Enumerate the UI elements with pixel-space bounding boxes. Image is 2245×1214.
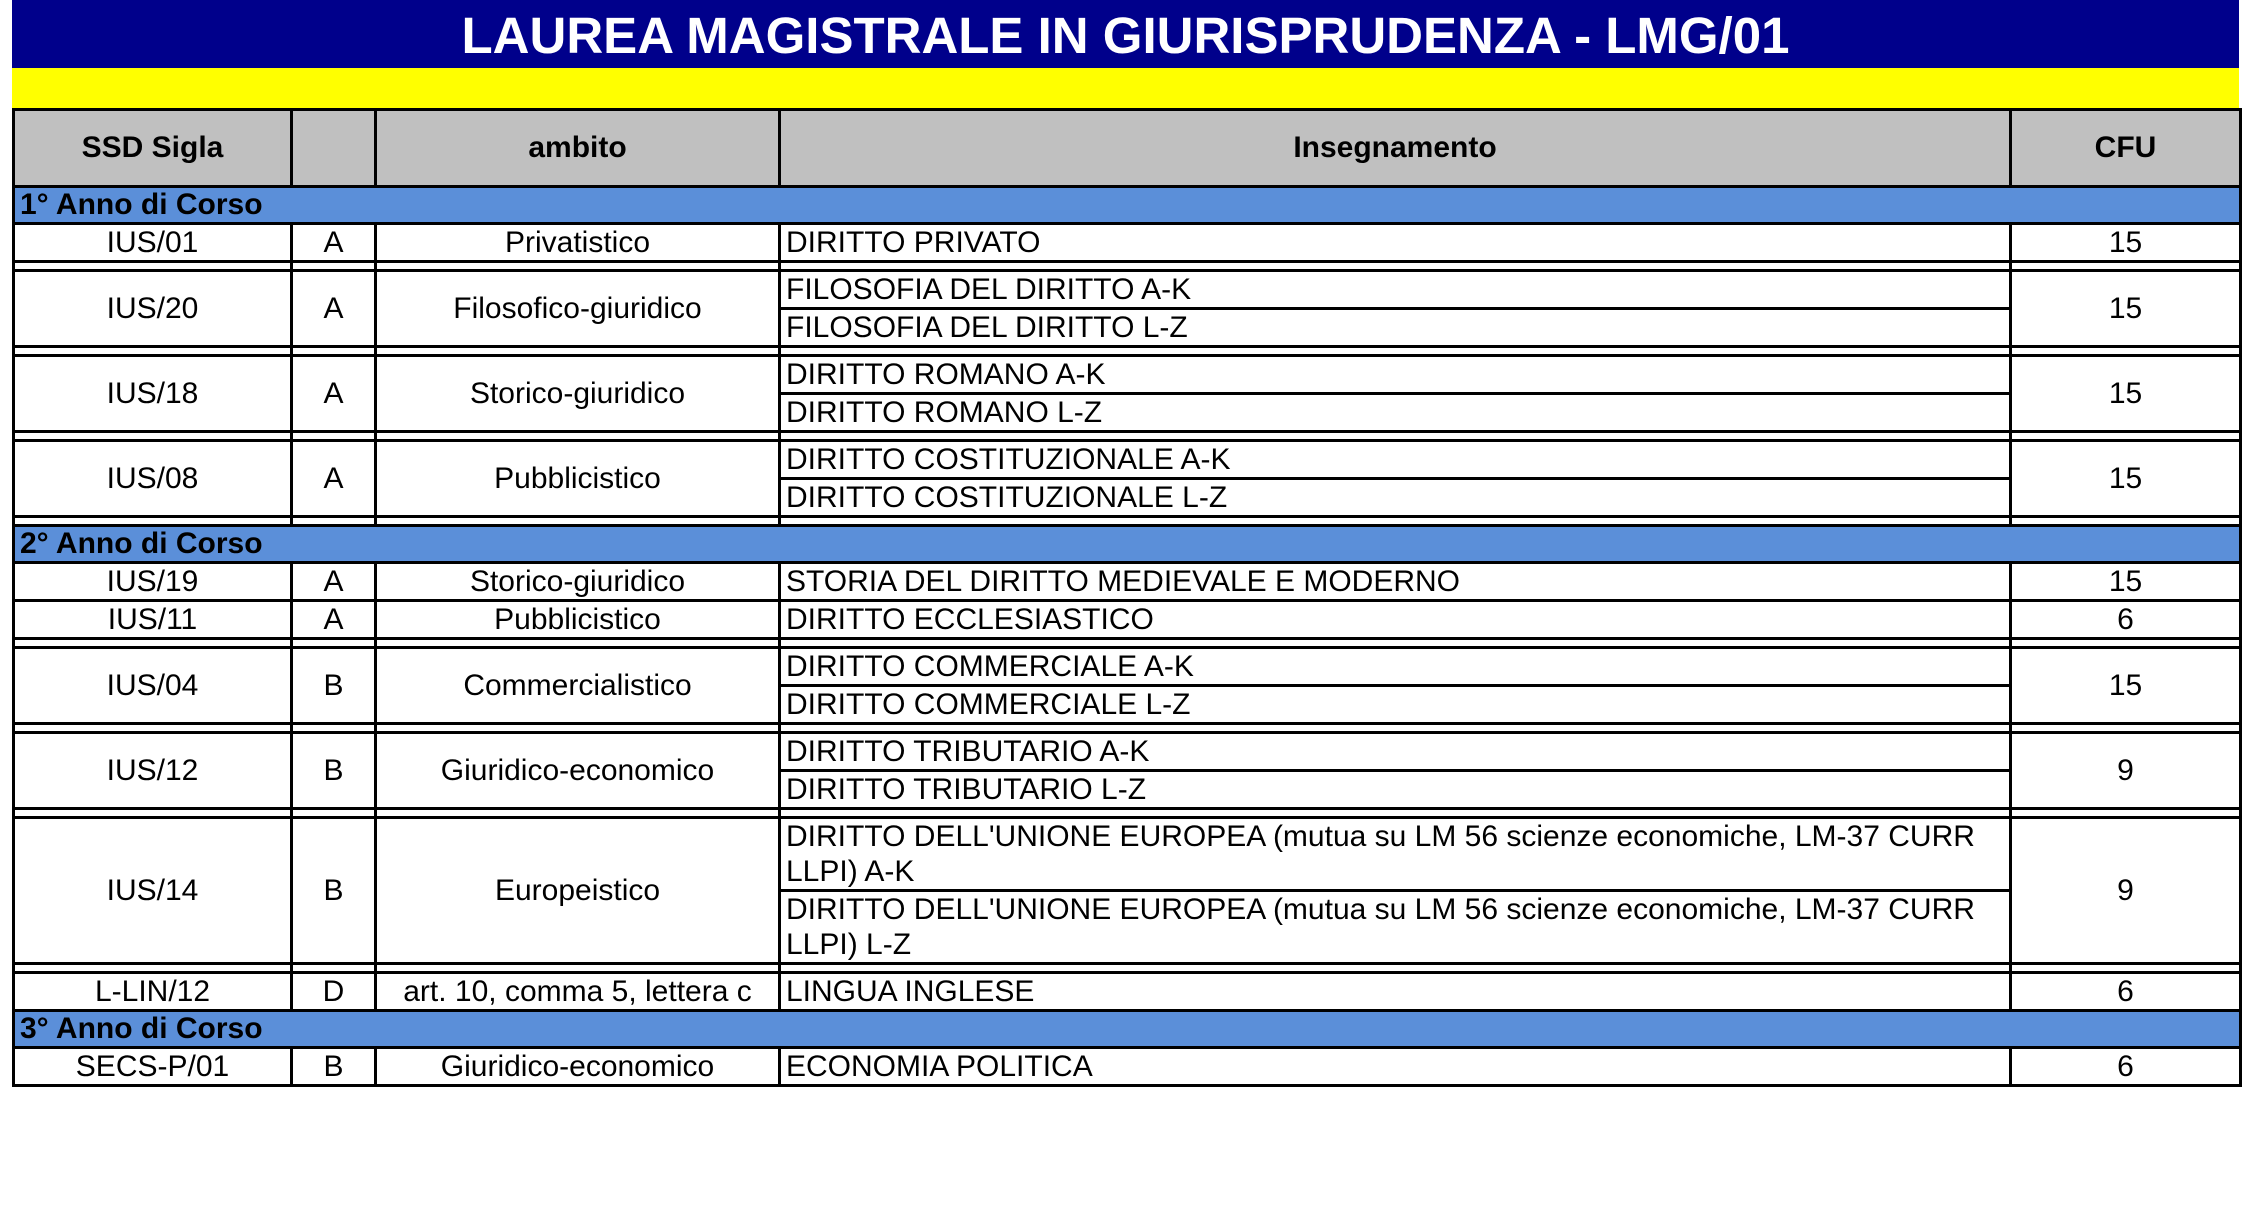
spacer-cell [292, 964, 376, 973]
type-cell: A [292, 563, 376, 601]
course-cell: DIRITTO ROMANO L-Z [780, 394, 2011, 432]
cfu-cell: 6 [2011, 601, 2241, 639]
spacer-cell [292, 347, 376, 356]
course-cell: DIRITTO COSTITUZIONALE L-Z [780, 479, 2011, 517]
spacer-cell [14, 639, 292, 648]
spacer-cell [376, 432, 780, 441]
ssd-cell: IUS/08 [14, 441, 292, 517]
course-cell: DIRITTO COMMERCIALE A-K [780, 648, 2011, 686]
cfu-cell: 15 [2011, 356, 2241, 432]
course-cell: DIRITTO TRIBUTARIO L-Z [780, 771, 2011, 809]
spacer-cell [376, 724, 780, 733]
year-section-row [14, 187, 2241, 224]
cfu-cell: 9 [2011, 818, 2241, 964]
type-cell: A [292, 441, 376, 517]
course-cell: DIRITTO TRIBUTARIO A-K [780, 733, 2011, 771]
page-title: LAUREA MAGISTRALE IN GIURISPRUDENZA - LMG/01 [12, 0, 2239, 68]
type-cell: A [292, 271, 376, 347]
spacer-cell [780, 347, 2011, 356]
spacer-row [14, 809, 2241, 818]
spacer-cell [780, 964, 2011, 973]
ssd-cell: IUS/20 [14, 271, 292, 347]
spacer-cell [292, 432, 376, 441]
course-cell: DIRITTO PRIVATO [780, 224, 2011, 262]
spacer-cell [2011, 639, 2241, 648]
spacer-cell [14, 809, 292, 818]
spacer-cell [292, 724, 376, 733]
year-section-label: 3° Anno di Corso [14, 1011, 2241, 1048]
ssd-cell: IUS/12 [14, 733, 292, 809]
cfu-cell: 15 [2011, 648, 2241, 724]
ambito-cell: Storico-giuridico [376, 356, 780, 432]
ambito-cell: Commercialistico [376, 648, 780, 724]
year-section-label: 1° Anno di Corso [14, 187, 2241, 224]
spacer-row [14, 724, 2241, 733]
table-row [14, 224, 2241, 262]
table-row [14, 973, 2241, 1011]
spacer-cell [376, 964, 780, 973]
type-cell: B [292, 733, 376, 809]
spacer-cell [780, 724, 2011, 733]
cfu-cell: 6 [2011, 973, 2241, 1011]
spacer-cell [14, 432, 292, 441]
spacer-cell [292, 517, 376, 526]
table-row [14, 271, 2241, 309]
ssd-cell: IUS/01 [14, 224, 292, 262]
course-table [12, 108, 2242, 1087]
spacer-cell [14, 347, 292, 356]
spacer-cell [2011, 347, 2241, 356]
table-row [14, 1048, 2241, 1086]
spacer-row [14, 432, 2241, 441]
spacer-cell [780, 262, 2011, 271]
table-row [14, 648, 2241, 686]
yellow-separator-bar [12, 68, 2239, 108]
table-row [14, 441, 2241, 479]
course-cell: LINGUA INGLESE [780, 973, 2011, 1011]
course-cell: DIRITTO COMMERCIALE L-Z [780, 686, 2011, 724]
spacer-cell [376, 809, 780, 818]
spacer-cell [292, 262, 376, 271]
ssd-cell: IUS/18 [14, 356, 292, 432]
spacer-row [14, 964, 2241, 973]
spacer-cell [292, 639, 376, 648]
cfu-cell: 15 [2011, 271, 2241, 347]
ssd-cell: IUS/19 [14, 563, 292, 601]
ambito-cell: Privatistico [376, 224, 780, 262]
table-row [14, 356, 2241, 394]
table-row [14, 601, 2241, 639]
type-cell: B [292, 1048, 376, 1086]
spacer-cell [2011, 964, 2241, 973]
table-row [14, 563, 2241, 601]
spacer-cell [2011, 809, 2241, 818]
spacer-row [14, 262, 2241, 271]
course-cell: DIRITTO ECCLESIASTICO [780, 601, 2011, 639]
spacer-cell [14, 724, 292, 733]
table-row [14, 818, 2241, 891]
ssd-cell: IUS/04 [14, 648, 292, 724]
spacer-cell [292, 809, 376, 818]
spacer-cell [780, 639, 2011, 648]
spacer-cell [2011, 432, 2241, 441]
type-cell: A [292, 601, 376, 639]
ambito-cell: Pubblicistico [376, 441, 780, 517]
table-body [14, 187, 2241, 1086]
spacer-cell [2011, 724, 2241, 733]
spacer-cell [2011, 517, 2241, 526]
spacer-cell [14, 517, 292, 526]
spacer-cell [14, 964, 292, 973]
spacer-row [14, 639, 2241, 648]
spacer-cell [780, 432, 2011, 441]
header-ssd: SSD Sigla [14, 110, 292, 187]
type-cell: D [292, 973, 376, 1011]
course-cell: DIRITTO DELL'UNIONE EUROPEA (mutua su LM 56 scienze economiche, LM-37 CURR LLPI) A-K [780, 818, 2011, 891]
ssd-cell: IUS/14 [14, 818, 292, 964]
ambito-cell: Pubblicistico [376, 601, 780, 639]
header-ambito: ambito [376, 110, 780, 187]
spacer-row [14, 347, 2241, 356]
ssd-cell: L-LIN/12 [14, 973, 292, 1011]
year-section-row [14, 1011, 2241, 1048]
course-cell: FILOSOFIA DEL DIRITTO L-Z [780, 309, 2011, 347]
cfu-cell: 15 [2011, 563, 2241, 601]
ssd-cell: IUS/11 [14, 601, 292, 639]
ambito-cell: Storico-giuridico [376, 563, 780, 601]
year-section-row [14, 526, 2241, 563]
cfu-cell: 9 [2011, 733, 2241, 809]
type-cell: B [292, 648, 376, 724]
type-cell: A [292, 356, 376, 432]
header-sigla [292, 110, 376, 187]
year-section-label: 2° Anno di Corso [14, 526, 2241, 563]
header-row [14, 110, 2241, 187]
type-cell: B [292, 818, 376, 964]
table-header [14, 110, 2241, 187]
spacer-cell [376, 347, 780, 356]
type-cell: A [292, 224, 376, 262]
spacer-cell [780, 809, 2011, 818]
table-row [14, 733, 2241, 771]
course-cell: DIRITTO ROMANO A-K [780, 356, 2011, 394]
cfu-cell: 6 [2011, 1048, 2241, 1086]
spacer-cell [2011, 262, 2241, 271]
course-cell: STORIA DEL DIRITTO MEDIEVALE E MODERNO [780, 563, 2011, 601]
spacer-cell [376, 639, 780, 648]
spacer-cell [14, 262, 292, 271]
ambito-cell: Europeistico [376, 818, 780, 964]
ambito-cell: Giuridico-economico [376, 733, 780, 809]
spacer-cell [376, 517, 780, 526]
header-insegnamento: Insegnamento [780, 110, 2011, 187]
course-plan-sheet [12, 0, 2239, 1087]
cfu-cell: 15 [2011, 441, 2241, 517]
ambito-cell: Giuridico-economico [376, 1048, 780, 1086]
ambito-cell: Filosofico-giuridico [376, 271, 780, 347]
ambito-cell: art. 10, comma 5, lettera c [376, 973, 780, 1011]
spacer-cell [376, 262, 780, 271]
cfu-cell: 15 [2011, 224, 2241, 262]
spacer-cell [780, 517, 2011, 526]
course-cell: ECONOMIA POLITICA [780, 1048, 2011, 1086]
ssd-cell: SECS-P/01 [14, 1048, 292, 1086]
spacer-row [14, 517, 2241, 526]
course-cell: DIRITTO COSTITUZIONALE A-K [780, 441, 2011, 479]
course-cell: DIRITTO DELL'UNIONE EUROPEA (mutua su LM 56 scienze economiche, LM-37 CURR LLPI) L-Z [780, 891, 2011, 964]
course-cell: FILOSOFIA DEL DIRITTO A-K [780, 271, 2011, 309]
header-cfu: CFU [2011, 110, 2241, 187]
